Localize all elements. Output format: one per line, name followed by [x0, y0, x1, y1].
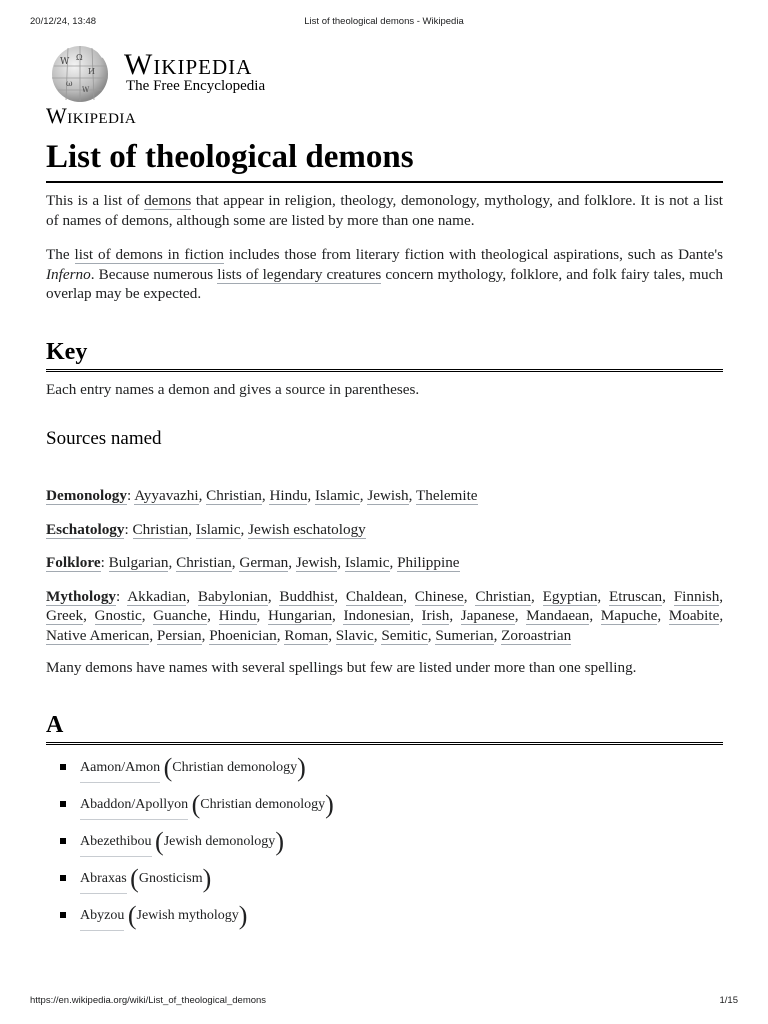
source-link[interactable]: Christian: [475, 587, 531, 605]
list-item: [46, 789, 723, 829]
source-link[interactable]: Buddhist: [279, 587, 335, 605]
open-paren: (: [191, 789, 201, 819]
wikipedia-wordmark-small[interactable]: Wikipedia: [46, 103, 137, 128]
source-link[interactable]: Thelemite: [415, 487, 478, 504]
wikipedia-logo[interactable]: [46, 42, 723, 104]
source-label-folklore[interactable]: Folklore: [46, 554, 101, 571]
source-row-demonology: Demonology: Ayyavazhi, Christian, Hindu, Islamic, Jewish, Thelemite: [46, 487, 478, 504]
close-paren: ): [238, 900, 248, 930]
close-paren: ): [297, 752, 306, 782]
source-link[interactable]: Jewish: [295, 554, 338, 571]
open-paren: (: [127, 900, 137, 930]
list-item: [46, 752, 723, 792]
section-a-heading: A: [46, 710, 723, 745]
intro1-text-1: This is a list of: [46, 192, 145, 209]
intro2-text-1: The: [46, 246, 75, 263]
wikipedia-tagline: The Free Encyclopedia: [126, 78, 266, 94]
list-item: [46, 826, 723, 866]
open-paren: (: [163, 752, 173, 782]
entry-source: Christian demonology: [200, 796, 326, 812]
close-paren: ): [275, 826, 284, 856]
page-title: List of theological demons: [46, 137, 723, 183]
source-link[interactable]: Christian: [176, 554, 232, 571]
source-link[interactable]: Christian: [132, 520, 189, 538]
source-link[interactable]: Chaldean: [345, 587, 404, 605]
print-page-number: 1/15: [719, 995, 738, 1006]
source-link[interactable]: Jewish: [367, 487, 409, 504]
source-label-demonology[interactable]: Demonology: [46, 487, 127, 504]
source-link[interactable]: Native American: [46, 626, 150, 644]
close-paren: ): [325, 789, 334, 819]
bullet-icon: [60, 875, 66, 881]
key-description: Each entry names a demon and gives a source in parentheses.: [46, 380, 420, 398]
source-link[interactable]: Mapuche: [600, 607, 658, 624]
entry-name-link[interactable]: Abezethibou: [80, 829, 152, 857]
intro-paragraph-2: [46, 245, 723, 304]
entry-name-link[interactable]: Abraxas: [80, 866, 127, 894]
source-link[interactable]: Persian: [156, 626, 202, 644]
source-link[interactable]: Etruscan: [609, 587, 663, 605]
key-heading: Key: [46, 337, 723, 372]
link-list-of-demons-in-fiction[interactable]: list of demons in fiction: [74, 246, 225, 263]
svg-text:Ω: Ω: [76, 53, 83, 62]
article-content: [46, 42, 723, 940]
source-link[interactable]: Ayyavazhi: [134, 487, 199, 504]
source-link[interactable]: Hungarian: [267, 607, 333, 624]
source-link[interactable]: Akkadian: [127, 587, 187, 605]
print-title: List of theological demons - Wikipedia: [304, 16, 464, 27]
source-link[interactable]: Guanche: [153, 607, 208, 624]
source-link[interactable]: Islamic: [344, 554, 390, 571]
intro2-text-2: includes those from literary fiction with theological aspirations, such as Dante's: [224, 246, 723, 263]
intro1-text-2: that appear in religion, theology, demonology, mythology, and folklore. It is not a list of names of demons, although some are listed by more than one name.: [46, 192, 724, 229]
wikipedia-wordmark: Wikipedia: [124, 48, 253, 81]
sources-list: [46, 486, 723, 645]
source-link[interactable]: Phoenician: [209, 626, 277, 644]
entry-name-link[interactable]: Aamon/Amon: [80, 755, 160, 783]
source-link[interactable]: Hindu: [218, 607, 257, 624]
intro2-text-3: . Because numerous: [90, 265, 218, 283]
source-label-mythology[interactable]: Mythology: [46, 587, 117, 605]
source-link[interactable]: Islamic: [195, 520, 241, 538]
source-link[interactable]: Jewish eschatology: [248, 520, 366, 538]
source-link[interactable]: Greek: [46, 607, 84, 624]
source-link[interactable]: Roman: [284, 626, 329, 644]
list-item: [46, 863, 723, 903]
svg-text:W: W: [60, 57, 70, 67]
source-link[interactable]: Mandaean: [526, 607, 590, 624]
bullet-icon: [60, 764, 66, 770]
source-label-eschatology[interactable]: Eschatology: [46, 520, 125, 538]
source-link[interactable]: Philippine: [397, 554, 460, 571]
intro-paragraph-1: [46, 191, 723, 230]
svg-text:ω: ω: [66, 79, 73, 88]
entry-name-link[interactable]: Abaddon/Apollyon: [80, 792, 188, 820]
link-lists-of-legendary-creatures[interactable]: lists of legendary creatures: [217, 265, 382, 283]
close-paren: ): [202, 863, 212, 893]
svg-text:W: W: [82, 86, 90, 94]
source-link[interactable]: Zoroastrian: [501, 626, 572, 644]
bullet-icon: [60, 912, 66, 918]
list-item: [46, 900, 723, 940]
source-link[interactable]: Moabite: [668, 607, 720, 624]
source-row-mythology: Mythology: Akkadian, Babylonian, Buddhist, Chaldean, Chinese, Christian, Egyptian, Etruscan, Finnish, Greek, Gnostic, Guanche, Hindu, Hungarian, Indonesian, Irish, Japanese, Mandaean, Mapuche, Moabite, Native American, Persian, Phoenician, Roman, Slavic, Semitic, Sumerian, Zoroastrian: [46, 587, 724, 644]
source-link[interactable]: German: [239, 554, 289, 571]
svg-text:И: И: [88, 67, 95, 76]
bullet-icon: [60, 838, 66, 844]
wikipedia-globe-icon: [46, 44, 114, 104]
source-link[interactable]: Babylonian: [197, 587, 268, 605]
source-row-eschatology: Eschatology: Christian, Islamic, Jewish eschatology: [46, 520, 366, 538]
source-link[interactable]: Islamic: [315, 487, 360, 504]
source-link[interactable]: Japanese: [460, 607, 515, 624]
source-row-folklore: Folklore: Bulgarian, Christian, German, Jewish, Islamic, Philippine: [46, 554, 460, 571]
bullet-icon: [60, 801, 66, 807]
entry-source: Jewish mythology: [136, 907, 239, 923]
entry-source: Gnosticism: [138, 870, 203, 886]
intro2-text-4: concern mythology, folklore, and folk fairy tales, much overlap may be expected.: [46, 265, 723, 302]
entry-source: Jewish demonology: [163, 833, 276, 849]
inferno-title: Inferno: [46, 265, 91, 283]
source-link[interactable]: Chinese: [414, 587, 464, 605]
source-link[interactable]: Christian: [206, 487, 262, 504]
source-link[interactable]: Hindu: [269, 487, 308, 504]
source-link[interactable]: Semitic: [381, 626, 428, 644]
source-link[interactable]: Egyptian: [542, 587, 598, 605]
spellings-note: Many demons have names with several spellings but few are listed under more than one spelling.: [46, 659, 637, 676]
entry-name-link[interactable]: Abyzou: [80, 903, 124, 931]
sources-named-heading: Sources named: [46, 428, 162, 449]
source-link[interactable]: Irish: [421, 607, 450, 624]
source-link[interactable]: Indonesian: [343, 607, 411, 624]
section-a-list: [46, 752, 723, 940]
print-url: https://en.wikipedia.org/wiki/List_of_theological_demons: [30, 995, 267, 1006]
source-link[interactable]: Bulgarian: [108, 554, 169, 571]
open-paren: (: [155, 826, 164, 856]
print-datetime: 20/12/24, 13:48: [30, 16, 97, 27]
source-link[interactable]: Slavic: [335, 626, 374, 644]
source-link[interactable]: Finnish: [673, 587, 720, 605]
source-link[interactable]: Sumerian: [435, 626, 494, 644]
source-link[interactable]: Gnostic: [94, 607, 142, 624]
entry-source: Christian demonology: [172, 759, 298, 775]
open-paren: (: [130, 863, 139, 893]
link-demons[interactable]: demons: [144, 192, 192, 209]
